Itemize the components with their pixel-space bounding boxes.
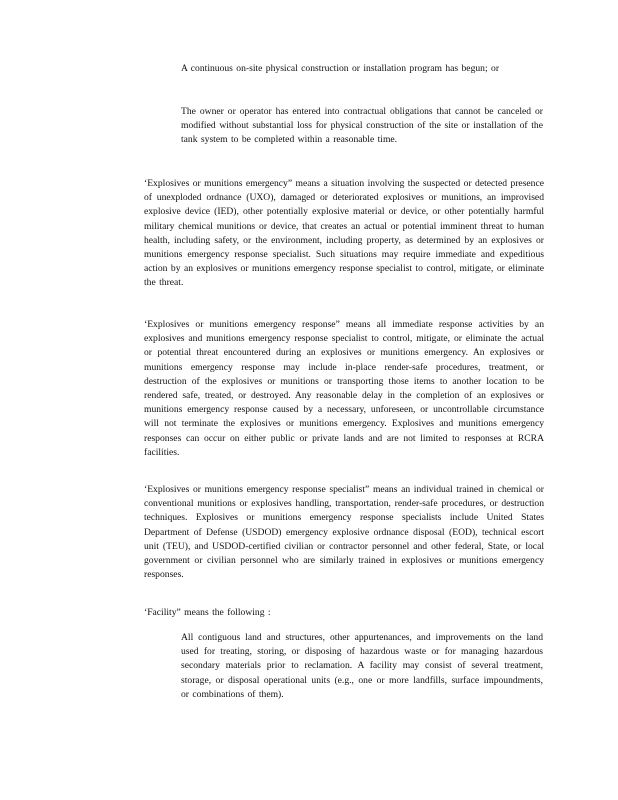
paragraph-contractual-obligations: The owner or operator has entered into contractual obligations that cannot be canceled or modified without substantial loss for physical construction of the site or installation of the tank system to be completed within a reasonable time. [181, 106, 543, 146]
paragraph-construction-program: A continuous on-site physical construction or installation program has begun; or [181, 63, 500, 74]
definition-facility-heading: ‘Facility” means the following : [144, 607, 271, 618]
definition-response-specialist: ‘Explosives or munitions emergency response specialist” means an individual trained in chemical or conventional munitions or explosives handling, transportation, render-safe procedures, or destruction techniques. Explosives or munitions emergency response specialists include United States Department of Defense (USDOD) emergency explosive ordnance disposal (EOD), technical escort unit (TEU), and USDOD-certified civilian or contractor personnel and other federal, State, or local government or civilian personnel who are similarly trained in explosives or munitions emergency responses. [144, 484, 544, 581]
paragraph-facility-definition: All contiguous land and structures, other appurtenances, and improvements on the land used for treating, storing, or disposing of hazardous waste or for managing hazardous secondary materials prior to reclamation. A facility may consist of several treatment, storage, or disposal operational units (e.g., one or more landfills, surface impoundments, or combinations of them). [181, 632, 543, 700]
definition-emergency-response: ‘Explosives or munitions emergency response” means all immediate response activities by an explosives and munitions emergency response specialist to control, mitigate, or eliminate the actual or potential threat encountered during an explosives or munitions emergency. An explosives or munitions emergency response may include in-place render-safe procedures, treatment, or destruction of the explosives or munitions or transporting those items to another location to be rendered safe, treated, or destroyed. Any reasonable delay in the completion of an explosives or munitions emergency response caused by a necessary, unforeseen, or uncontrollable circumstance will not terminate the explosives or munitions emergency. Explosives and munitions emergency responses can occur on either public or private lands and are not limited to responses at RCRA facilities. [144, 319, 544, 458]
definition-explosives-emergency: ‘Explosives or munitions emergency” means a situation involving the suspected or detected presence of unexploded ordnance (UXO), damaged or deteriorated explosives or munitions, an improvised explosive device (IED), other potentially explosive material or device, or other potentially harmful military chemical munitions or device, that creates an actual or potential imminent threat to human health, including safety, or the environment, including property, as determined by an explosives or munitions emergency response specialist. Such situations may require immediate and expeditious action by an explosives or munitions emergency response specialist to control, mitigate, or eliminate the threat. [144, 178, 544, 289]
